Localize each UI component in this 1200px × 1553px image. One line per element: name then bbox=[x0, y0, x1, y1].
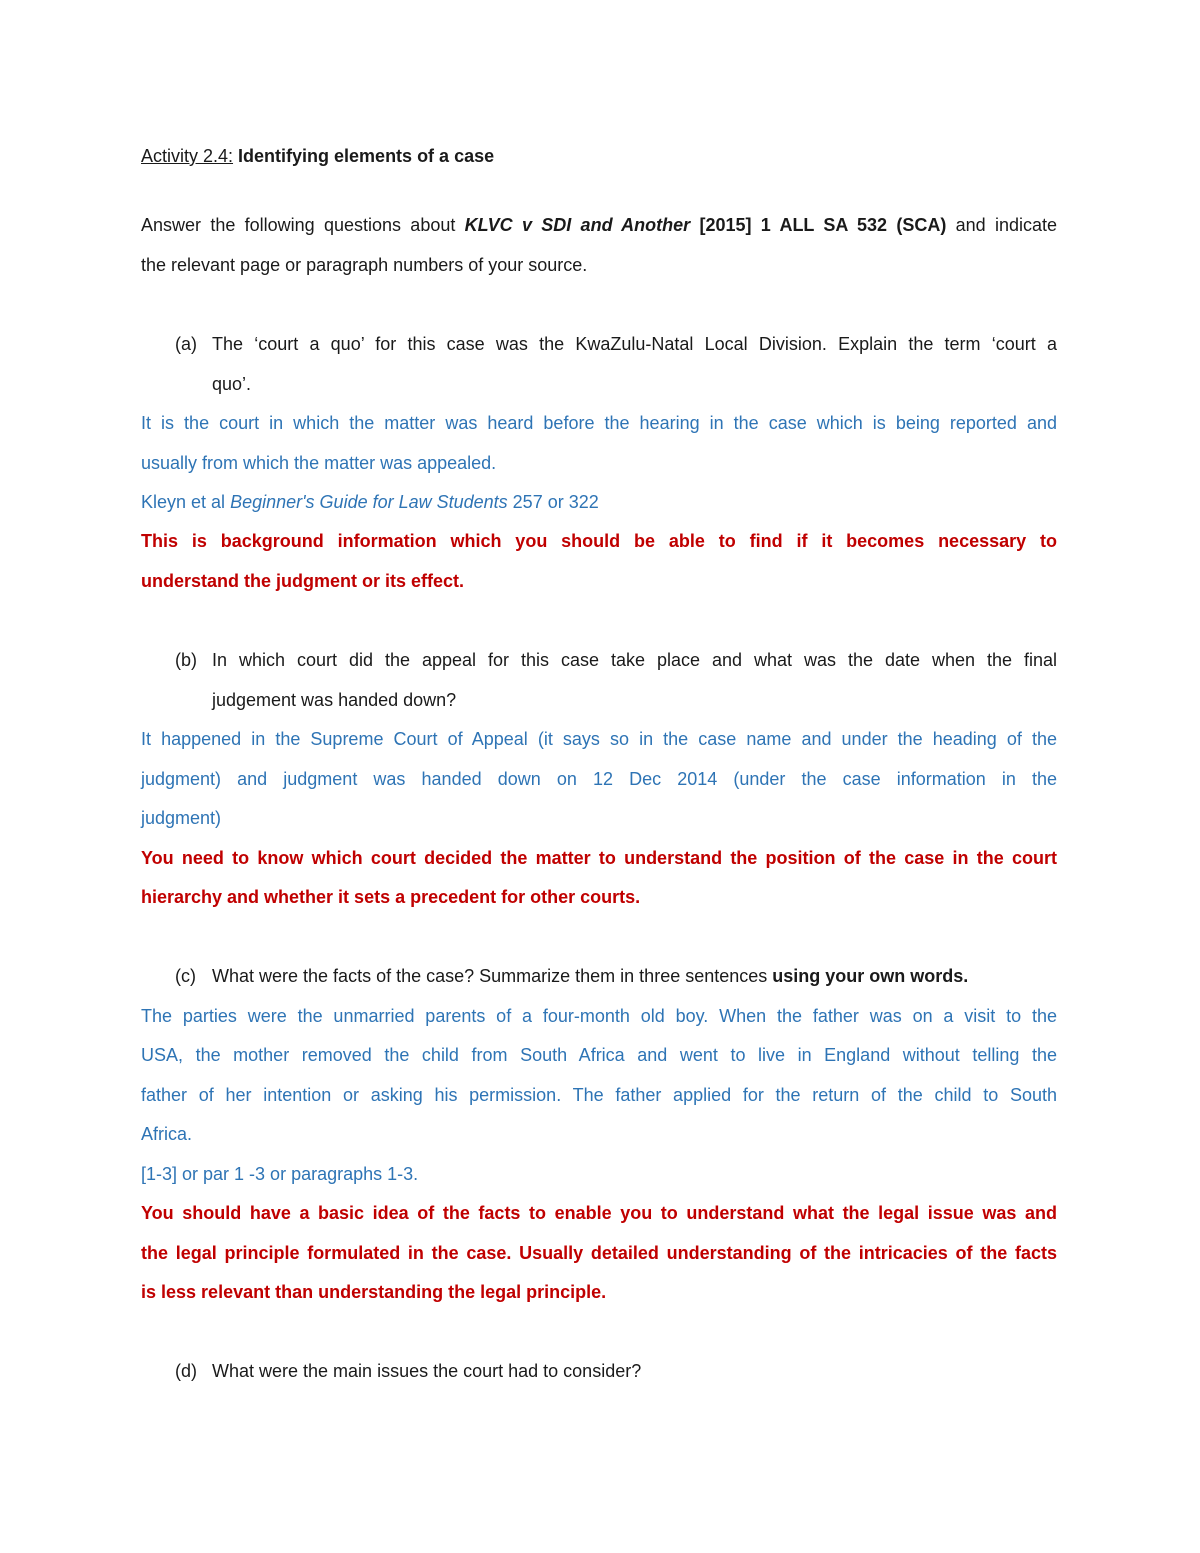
intro-suffix: and indicate bbox=[946, 215, 1058, 235]
activity-label: Activity 2.4: bbox=[141, 146, 234, 166]
question-c-text-bold: using your own words. bbox=[772, 966, 969, 986]
note-a-line-1: This is background information which you should be able to find if it becomes necessary to bbox=[141, 531, 1057, 551]
answer-b-line-3: judgment) bbox=[141, 808, 222, 828]
answer-c-line-3: father of her intention or asking his permission. The father applied for the return of the child to South bbox=[141, 1085, 1057, 1105]
intro-case-name: KLVC v SDI and Another bbox=[464, 215, 691, 235]
answer-c-line-2: USA, the mother removed the child from South Africa and went to live in England without telling the bbox=[141, 1045, 1057, 1065]
question-a-line-2: quo’. bbox=[212, 374, 252, 394]
intro-line-1 bbox=[141, 213, 1057, 237]
question-c-text-plain: What were the facts of the case? Summarize them in three sentences bbox=[212, 966, 773, 986]
question-d-label: (d) bbox=[175, 1361, 197, 1381]
note-c-line-3: is less relevant than understanding the legal principle. bbox=[141, 1282, 607, 1302]
answer-b-line-2: judgment) and judgment was handed down on 12 Dec 2014 (under the case information in the bbox=[141, 769, 1057, 789]
question-a-line-1: The ‘court a quo’ for this case was the KwaZulu-Natal Local Division. Explain the term ‘court a bbox=[212, 334, 1057, 354]
intro-citation: [2015] 1 ALL SA 532 (SCA) bbox=[690, 215, 947, 235]
note-b-line-1: You need to know which court decided the matter to understand the position of the case in the court bbox=[141, 848, 1057, 868]
answer-c-reference: [1-3] or par 1 -3 or paragraphs 1-3. bbox=[141, 1164, 419, 1184]
intro-prefix: Answer the following questions about bbox=[141, 215, 465, 235]
question-c-text bbox=[212, 964, 1057, 988]
activity-title: Identifying elements of a case bbox=[233, 146, 495, 166]
ref-prefix: Kleyn et al bbox=[141, 492, 231, 512]
answer-a-reference bbox=[141, 490, 1057, 514]
question-a-label: (a) bbox=[175, 334, 197, 354]
ref-suffix: 257 or 322 bbox=[507, 492, 599, 512]
answer-a-line-2: usually from which the matter was appealed. bbox=[141, 453, 497, 473]
answer-a-line-1: It is the court in which the matter was heard before the hearing in the case which is being reported and bbox=[141, 413, 1057, 433]
question-b-line-1: In which court did the appeal for this case take place and what was the date when the final bbox=[212, 650, 1057, 670]
note-a-line-2: understand the judgment or its effect. bbox=[141, 571, 465, 591]
note-c-line-2: the legal principle formulated in the case. Usually detailed understanding of the intricacies of the facts bbox=[141, 1243, 1057, 1263]
answer-b-line-1: It happened in the Supreme Court of Appeal (it says so in the case name and under the heading of the bbox=[141, 729, 1057, 749]
question-c-label: (c) bbox=[175, 966, 196, 986]
answer-c-line-4: Africa. bbox=[141, 1124, 193, 1144]
question-b-label: (b) bbox=[175, 650, 197, 670]
note-b-line-2: hierarchy and whether it sets a precedent for other courts. bbox=[141, 887, 641, 907]
question-d-text: What were the main issues the court had to consider? bbox=[212, 1361, 642, 1381]
activity-heading bbox=[141, 144, 1057, 168]
answer-c-line-1: The parties were the unmarried parents of a four-month old boy. When the father was on a visit to the bbox=[141, 1006, 1057, 1026]
question-b-line-2: judgement was handed down? bbox=[212, 690, 457, 710]
intro-line-2: the relevant page or paragraph numbers of your source. bbox=[141, 255, 588, 275]
ref-title: Beginner's Guide for Law Students bbox=[230, 492, 508, 512]
note-c-line-1: You should have a basic idea of the facts to enable you to understand what the legal issue was and bbox=[141, 1203, 1057, 1223]
